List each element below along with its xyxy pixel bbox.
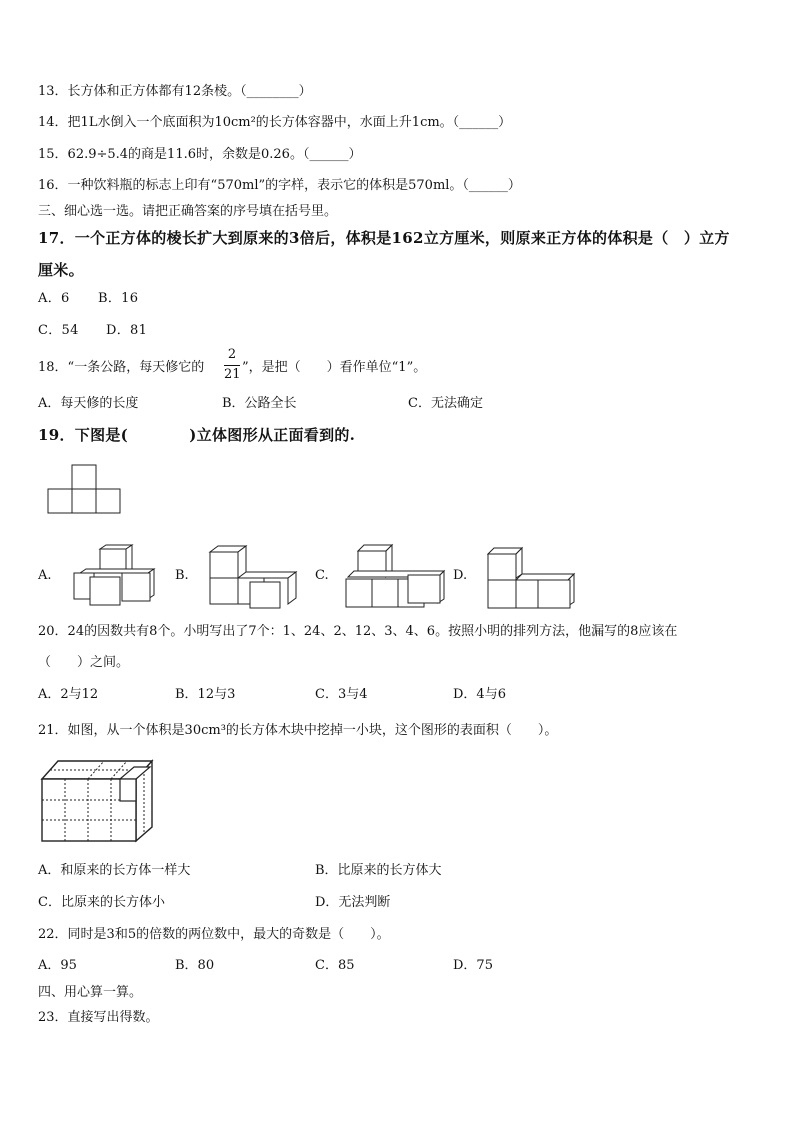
q18-option-a: A．每天修的长度 (38, 396, 139, 411)
q22: 22．同时是3和5的倍数的两位数中，最大的奇数是（ ）。 (38, 927, 390, 942)
q19-option-c-figure (346, 545, 446, 609)
q19-option-d: D. (453, 568, 468, 583)
q18-option-c: C．无法确定 (408, 396, 483, 411)
q14: 14．把1L水倒入一个底面积为10cm²的长方体容器中，水面上升1cm。（______） (38, 115, 512, 130)
q18-prefix: 18．“一条公路，每天修它的 (38, 360, 205, 375)
q22-option-a: A．95 (38, 958, 77, 973)
q18-option-b: B．公路全长 (222, 396, 297, 411)
q17-line2: 厘米。 (38, 261, 84, 279)
q22-option-b: B．80 (175, 958, 215, 973)
q21: 21．如图，从一个体积是30cm³的长方体木块中挖掉一小块，这个图形的表面积（ ）。 (38, 723, 558, 738)
q17-option-c: C．54 (38, 323, 79, 338)
q22-option-c: C．85 (315, 958, 355, 973)
q20-line1: 20．24的因数共有8个。小明写出了7个：1、24、2、12、3、4、6。按照小明的排列方法，他漏写的8应该在 (38, 624, 678, 639)
q21-option-a: A．和原来的长方体一样大 (38, 863, 191, 878)
q18-fraction-numerator: 2 (227, 347, 237, 362)
q21-option-d: D．无法判断 (315, 895, 391, 910)
q19-option-c: C. (315, 568, 329, 583)
q19: 19．下图是( )立体图形从正面看到的. (38, 426, 356, 444)
q20-option-d: D．4与6 (453, 687, 506, 702)
q18-fraction-bar (224, 365, 240, 366)
q19-option-d-figure (488, 548, 578, 610)
q21-figure (38, 757, 154, 843)
q17-line1: 17．一个正方体的棱长扩大到原来的3倍后，体积是162立方厘米，则原来正方体的体积是（ ）立方 (38, 229, 730, 247)
q21-option-c: C．比原来的长方体小 (38, 895, 165, 910)
q20-option-b: B．12与3 (175, 687, 236, 702)
section3-heading: 三、细心选一选。请把正确答案的序号填在括号里。 (38, 204, 338, 219)
q19-option-b: B. (175, 568, 189, 583)
q18-fraction-denominator: 21 (224, 367, 241, 382)
q17-option-a: A．6 (38, 291, 70, 306)
q19-option-a: A. (38, 568, 52, 583)
q20-line2: （ ）之间。 (38, 655, 130, 670)
q21-option-b: B．比原来的长方体大 (315, 863, 442, 878)
q19-front-view-figure (48, 465, 122, 515)
q23: 23．直接写出得数。 (38, 1010, 159, 1025)
q19-option-a-figure (74, 543, 164, 605)
q16: 16．一种饮料瓶的标志上印有“570ml”的字样，表示它的体积是570ml。（______） (38, 178, 521, 193)
q20-option-c: C．3与4 (315, 687, 368, 702)
q22-option-d: D．75 (453, 958, 493, 973)
q17-option-b: B．16 (98, 291, 139, 306)
q19-option-b-figure (210, 546, 300, 608)
q13: 13．长方体和正方体都有12条棱。（________） (38, 84, 312, 99)
q20-option-a: A．2与12 (38, 687, 99, 702)
section4-heading: 四、用心算一算。 (38, 985, 143, 1000)
q17-option-d: D．81 (106, 323, 148, 338)
q18-suffix: ”，是把（ ）看作单位“1”。 (242, 360, 427, 375)
q15: 15．62.9÷5.4的商是11.6时，余数是0.26。（______） (38, 147, 362, 162)
